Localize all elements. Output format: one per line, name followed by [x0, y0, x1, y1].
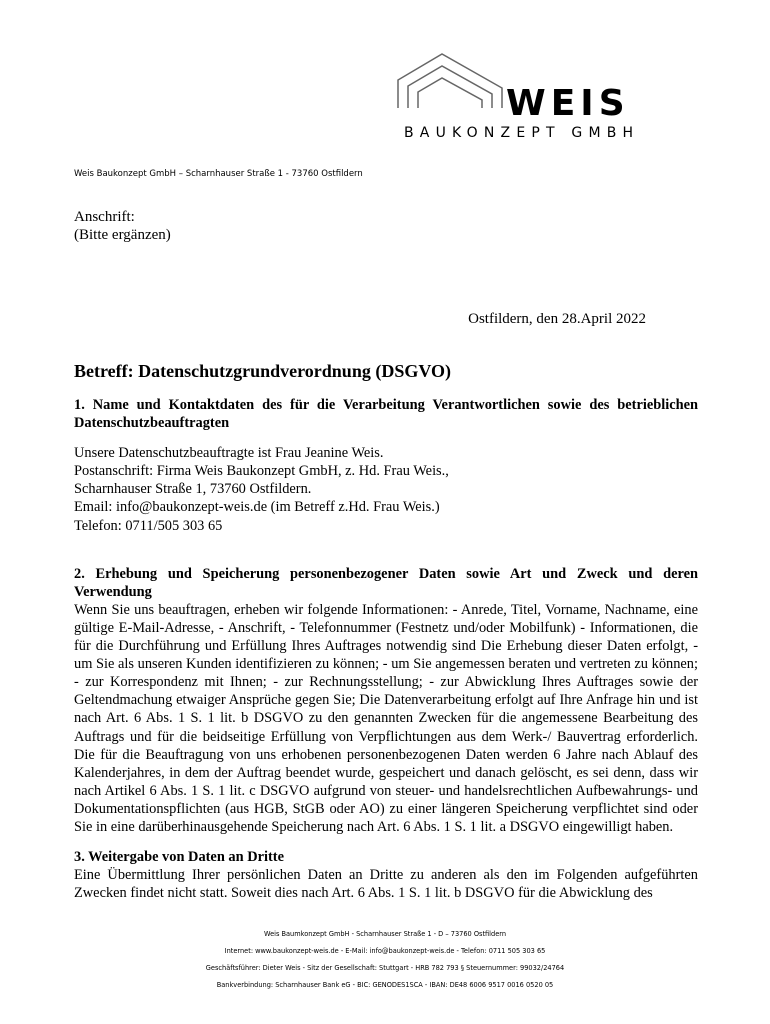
company-logo	[396, 50, 676, 146]
logo-wordmark: WEIS	[506, 83, 630, 124]
section-1-heading: 1. Name und Kontaktdaten des für die Verarbeitung Verantwortlichen sowie des betrieblichen Datenschutzbeauftragten	[74, 397, 698, 432]
section-2-text: Wenn Sie uns beauftragen, erheben wir folgende Informationen: - Anrede, Titel, Vorname, Nachname, eine gültige E-Mail-Adresse, - Anschrift, - Telefonnummer (Festnetz und/oder Mobilfunk) - Informationen, die für die Durchführung und Erfüllung Ihres Auftrages notwendig sind Die Erhebung dieser Daten erfolgt, - um Sie als unseren Kunden identifizieren zu können; - um Sie angemessen beraten und vertreten zu können; - zur Korrespondenz mit Ihnen; - zur Rechnungsstellung; - zur Abwicklung Ihres Auftrages sowie der Geltendmachung etwaiger Ansprüche gegen Sie; Die Datenverarbeitung erfolgt auf Ihre Anfrage hin und ist nach Art. 6 Abs. 1 S. 1 lit. b DSGVO zu den genannten Zwecken für die angemessene Bearbeitung des Auftrags und für die beidseitige Erfüllung von Verpflichtungen aus dem Werk-/ Bauvertrag erforderlich. Die für die Beauftragung von uns erhobenen personenbezogenen Daten werden 6 Jahre nach Ablauf des Kalenderjahres, in dem der Auftrag beendet wurde, gespeichert und danach gelöscht, es sei denn, dass wir nach Artikel 6 Abs. 1 S. 1 lit. c DSGVO aufgrund von steuer- und handelsrechtlichen Aufbewahrungs- und Dokumentationspflichten (aus HGB, StGB oder AO) zu einer längeren Speicherung verpflichtet sind oder Sie in eine darüberhinausgehende Speicherung nach Art. 6 Abs. 1 S. 1 lit. a DSGVO eingewilligt haben.	[74, 601, 698, 835]
house-outline-logo-graphic	[396, 50, 506, 130]
sender-address-line: Weis Baukonzept GmbH – Scharnhauser Straße 1 - 73760 Ostfildern	[74, 169, 363, 179]
recipient-address	[74, 208, 171, 244]
contact-line: Email: info@baukonzept-weis.de (im Betreff z.Hd. Frau Weis.)	[74, 499, 440, 516]
contact-line: Telefon: 0711/505 303 65	[74, 517, 223, 534]
letter-body	[74, 360, 698, 902]
contact-line: Scharnhauser Straße 1, 73760 Ostfildern.	[74, 481, 312, 498]
section-3-heading: 3. Weitergabe von Daten an Dritte	[74, 849, 284, 866]
footer-contact: Internet: www.baukonzept-weis.de - E-Mail: info@baukonzept-weis.de - Telefon: 0711 505 303 65	[224, 947, 546, 955]
footer-registration: Geschäftsführer: Dieter Weis - Sitz der Gesellschaft: Stuttgart - HRB 782 793 § Steuernummer: 99032/24764	[205, 964, 565, 972]
section-2-heading: 2. Erhebung und Speicherung personenbezogener Daten sowie Art und Zweck und deren Verwendung	[74, 565, 698, 600]
section-3-text: Eine Übermittlung Ihrer persönlichen Daten an Dritte zu anderen als den im Folgenden aufgeführten Zwecken findet nicht statt. Soweit dies nach Art. 6 Abs. 1 S. 1 lit. b DSGVO für die Abwicklung des	[74, 867, 698, 902]
footer-bank-details: Bankverbindung: Scharnhauser Bank eG - BIC: GENODES1SCA - IBAN: DE48 6006 9517 0016 0520 05	[216, 981, 554, 989]
letter-date: Ostfildern, den 28.April 2022	[468, 311, 646, 327]
address-label: Anschrift:	[74, 209, 135, 225]
contact-line: Postanschrift: Firma Weis Baukonzept GmbH, z. Hd. Frau Weis.,	[74, 463, 449, 480]
letter-subject: Betreff: Datenschutzgrundverordnung (DSGVO)	[74, 361, 451, 381]
letter-footer	[0, 926, 770, 994]
section-1-contact-details	[74, 444, 698, 534]
footer-company-address: Weis Baumkonzept GmbH - Scharnhauser Straße 1 - D – 73760 Ostfildern	[263, 930, 507, 938]
logo-subtitle: BAUKONZEPT GMBH	[404, 125, 640, 141]
address-placeholder: (Bitte ergänzen)	[74, 227, 171, 243]
contact-line: Unsere Datenschutzbeauftragte ist Frau Jeanine Weis.	[74, 445, 384, 462]
